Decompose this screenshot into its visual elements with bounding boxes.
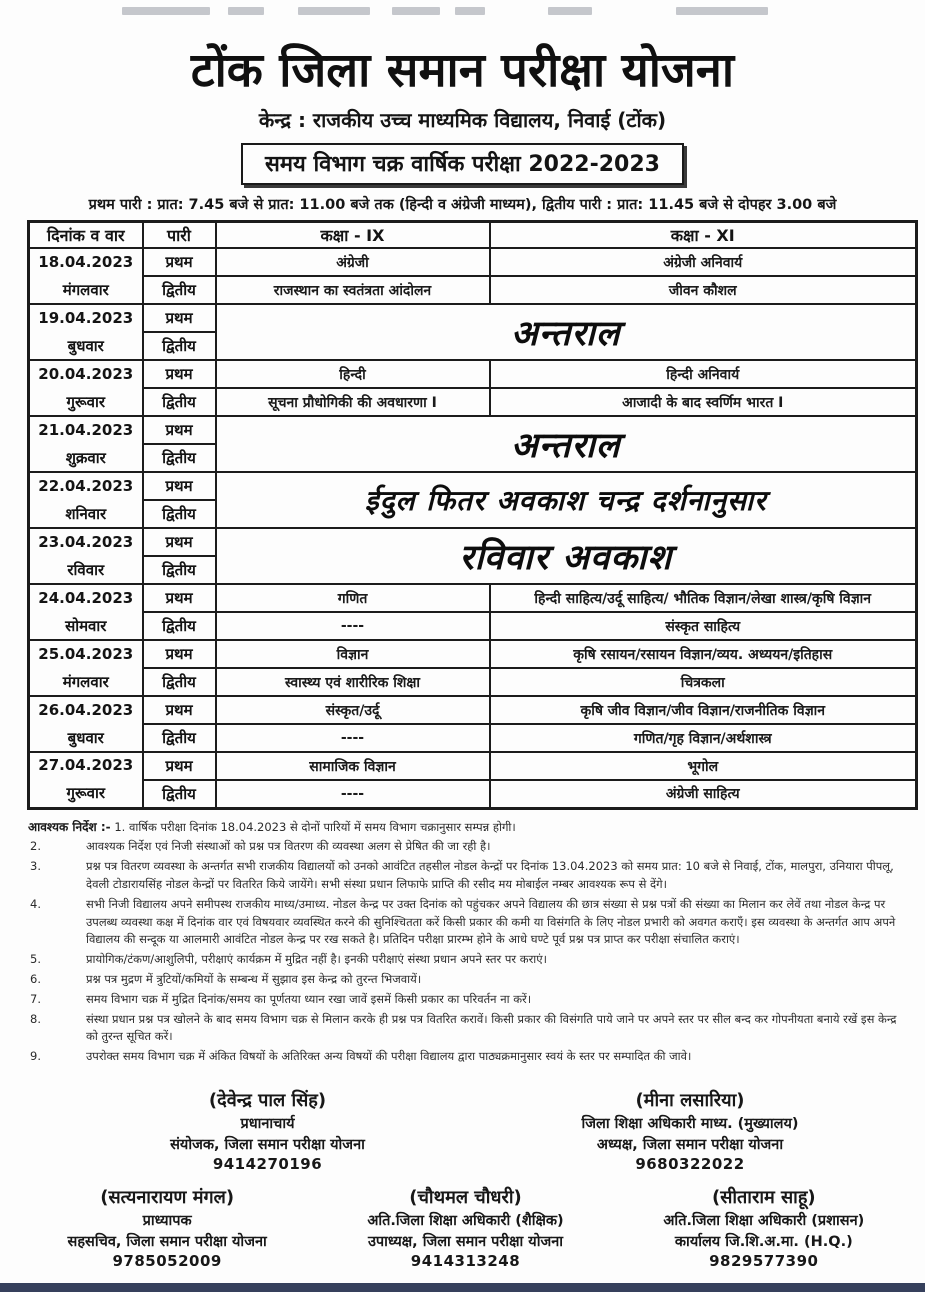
exam-timetable [27, 220, 918, 810]
timetable-row-first-shift [29, 472, 917, 500]
subject-xi-second: चित्रकला [490, 668, 917, 696]
subtitle-box-wrap [0, 143, 925, 185]
date-text: 21.04.2023 [38, 420, 134, 439]
signatory-phone: 9785052009 [112, 1252, 222, 1271]
shift-second-cell: द्वितीय [143, 556, 216, 584]
signatory-role: कार्यालय जि.शि.अ.मा. (H.Q.) [674, 1234, 853, 1251]
signatory-phone: 9414313248 [410, 1252, 521, 1271]
exam-table-body [29, 248, 917, 808]
shift-first-cell: प्रथम [143, 640, 216, 668]
signatory-designation: जिला शिक्षा अधिकारी माध्य. (मुख्यालय) [581, 1116, 799, 1133]
date-text: 26.04.2023 [38, 700, 134, 719]
timetable-row-first-shift [29, 360, 917, 388]
signatory-name: (सत्यनारायण मंगल) [100, 1187, 235, 1209]
date-cell [29, 640, 143, 696]
shift-timing-line: प्रथम पारी : प्रात: 7.45 बजे से प्रात: 11.00 बजे तक (हिन्दी व अंग्रेजी माध्यम), द्वितीय पारी : प्रात: 11.45 बजे से दोपहर 3.00 बजे [88, 197, 837, 214]
note-text: सभी निजी विद्यालय अपने समीपस्थ राजकीय माध्य/उमाध्य. नोडल केन्द्र पर उक्त दिनांक को पहुंचकर अपने विद्यालय की छात्र संख्या से प्रश्न पत्रों की संख्या का मिलान कर लेवें तथा नोडल केन्द्र पर उपलब्ध व्यवस्था कक्ष में दिनांक वार एवं विषयवार व्यवस्थित करने की सुनिश्चितता करें किसी प्रकार की कमी या विसंगति के लिए नोडल प्रभारी को अवगत कराएँ। इस व्यवस्था के अन्तर्गत आप अपने विद्यालय की सन्दूक या आलमारी आवंटित नोडल केन्द्र पर रख सकते है। प्रतिदिन परीक्षा प्रारम्भ होने के आधे घण्टे पूर्व प्रश्न पत्र प्राप्त कर परीक्षा संचालित कराएं। [86, 896, 896, 947]
subject-xi-first: हिन्दी अनिवार्य [490, 360, 917, 388]
timetable-row-first-shift [29, 416, 917, 444]
signatory-phone: 9680322022 [635, 1155, 745, 1174]
day-text: गुरूवार [66, 392, 105, 411]
subject-ix-first: संस्कृत/उर्दू [216, 696, 490, 724]
header-date-day: दिनांक व वार [29, 222, 143, 249]
subject-ix-first: गणित [216, 584, 490, 612]
signature-block [18, 1185, 316, 1270]
day-text: शनिवार [65, 504, 107, 523]
signatory-role: उपाध्यक्ष, जिला समान परीक्षा योजना [367, 1234, 564, 1251]
note-text: प्रायोगिक/टंकण/आशुलिपी, परीक्षाएं कार्यक्रम में मुद्रित नहीं है। इनकी परीक्षाएं संस्था प्रधान अपने स्तर पर कराएं। [86, 952, 548, 967]
subject-xi-second: जीवन कौशल [490, 276, 917, 304]
shift-second-cell: द्वितीय [143, 612, 216, 640]
date-cell [29, 248, 143, 304]
holiday-merged-cell: ईदुल फितर अवकाश चन्द्र दर्शनानुसार [216, 472, 917, 528]
date-cell [29, 752, 143, 808]
shift-second-cell: द्वितीय [143, 668, 216, 696]
date-cell [29, 360, 143, 416]
shift-second-cell: द्वितीय [143, 724, 216, 752]
date-text: 24.04.2023 [38, 588, 134, 607]
note-item-5 [28, 951, 907, 969]
subject-ix-first: सामाजिक विज्ञान [216, 752, 490, 780]
day-text: बुधवार [67, 336, 104, 355]
subject-ix-second: ---- [216, 780, 490, 808]
holiday-merged-cell: अन्तराल [216, 304, 917, 360]
holiday-merged-cell: अन्तराल [216, 416, 917, 472]
note-number: 9. [30, 1049, 41, 1064]
header-shift: पारी [143, 222, 216, 249]
note-number: 2. [30, 839, 41, 854]
exam-center-line: केन्द्र : राजकीय उच्च माध्यमिक विद्यालय, निवाई (टोंक) [258, 108, 667, 133]
note-text: प्रश्न पत्र मुद्रण में त्रुटियों/कमियों के सम्बन्ध में सुझाव इस केन्द्र को तुरन्त भिजवायें। [86, 972, 422, 987]
timetable-row-first-shift [29, 640, 917, 668]
subject-ix-first: हिन्दी [216, 360, 490, 388]
signatory-role: अध्यक्ष, जिला समान परीक्षा योजना [596, 1137, 784, 1154]
date-text: 25.04.2023 [38, 644, 134, 663]
date-text: 27.04.2023 [38, 756, 134, 775]
timetable-row-second-shift [29, 780, 917, 808]
shift-first-cell: प्रथम [143, 304, 216, 332]
note-number: 8. [30, 1011, 41, 1026]
subject-ix-second: सूचना प्रौधोगिकी की अवधारणा I [216, 388, 490, 416]
signatory-phone: 9829577390 [709, 1252, 819, 1271]
subject-ix-second: ---- [216, 724, 490, 752]
signature-block [615, 1185, 913, 1270]
shift-first-cell: प्रथम [143, 528, 216, 556]
note-text: आवश्यक निर्देश एवं निजी संस्थाओं को प्रश्न पत्र वितरण की व्यवस्था अलग से प्रेषित की जा रही है। [86, 839, 491, 854]
day-text: सोमवार [65, 616, 107, 635]
day-text: गुरूवार [66, 784, 105, 803]
signatory-name: (चौथमल चौधरी) [409, 1187, 522, 1209]
shift-first-cell: प्रथम [143, 584, 216, 612]
timetable-row-second-shift [29, 612, 917, 640]
subject-ix-first: विज्ञान [216, 640, 490, 668]
signature-row-2 [0, 1185, 925, 1270]
day-text: शुक्रवार [65, 448, 106, 467]
signatory-name: (सीताराम साहू) [711, 1187, 816, 1209]
signature-row-1 [0, 1088, 925, 1173]
shift-first-cell: प्रथम [143, 696, 216, 724]
note-text: संस्था प्रधान प्रश्न पत्र खोलने के बाद समय विभाग चक्र से मिलान करके ही प्रश्न पत्र वितरित करावें। किसी प्रकार की विसंगति पाये जाने पर अपने स्तर पर सील बन्द कर गोपनीयता बनाये रखें इस केन्द्र को तुरन्त सूचित करें। [86, 1011, 897, 1044]
day-text: बुधवार [67, 728, 104, 747]
shift-second-cell: द्वितीय [143, 500, 216, 528]
shift-second-cell: द्वितीय [143, 780, 216, 808]
subject-ix-second: राजस्थान का स्वतंत्रता आंदोलन [216, 276, 490, 304]
signatory-name: (मीना लसारिया) [635, 1090, 745, 1112]
shift-first-cell: प्रथम [143, 248, 216, 276]
table-header-row [29, 222, 917, 249]
note-item-3 [28, 858, 907, 894]
note-item-4 [28, 896, 907, 949]
signatory-phone: 9414270196 [212, 1155, 323, 1174]
bottom-navigation-bar [0, 1283, 925, 1292]
shift-second-cell: द्वितीय [143, 276, 216, 304]
timetable-row-second-shift [29, 388, 917, 416]
shift-second-cell: द्वितीय [143, 444, 216, 472]
boxed-subtitle: समय विभाग चक्र वार्षिक परीक्षा 2022-2023 [241, 143, 684, 185]
note-item-8 [28, 1011, 907, 1047]
scan-artifact-strip [0, 7, 925, 17]
day-text: रविवार [67, 560, 105, 579]
timetable-row-first-shift [29, 752, 917, 780]
signatory-role: संयोजक, जिला समान परीक्षा योजना [170, 1137, 365, 1154]
timetable-row-second-shift [29, 668, 917, 696]
signatory-designation: अति.जिला शिक्षा अधिकारी (प्रशासन) [663, 1213, 865, 1230]
note-item-2 [28, 838, 907, 856]
date-text: 23.04.2023 [38, 532, 134, 551]
day-text: मंगलवार [62, 280, 109, 299]
note-number: 5. [30, 952, 41, 967]
day-text: मंगलवार [62, 672, 109, 691]
shift-second-cell: द्वितीय [143, 388, 216, 416]
timetable-row-second-shift [29, 276, 917, 304]
shift-first-cell: प्रथम [143, 416, 216, 444]
signatory-designation: प्रधानाचार्य [240, 1116, 295, 1133]
note-number: 6. [30, 972, 41, 987]
shift-first-cell: प्रथम [143, 752, 216, 780]
signatory-role: सहसचिव, जिला समान परीक्षा योजना [67, 1234, 267, 1251]
subject-xi-second: अंग्रेजी साहित्य [490, 780, 917, 808]
signatory-designation: अति.जिला शिक्षा अधिकारी (शैक्षिक) [367, 1213, 564, 1230]
timetable-row-first-shift [29, 248, 917, 276]
notes-heading: आवश्यक निर्देश :- [28, 819, 111, 834]
shift-first-cell: प्रथम [143, 360, 216, 388]
note-1-number: 1. [114, 819, 129, 834]
timetable-row-first-shift [29, 696, 917, 724]
note-text: उपरोक्त समय विभाग चक्र में अंकित विषयों के अतिरिक्त अन्य विषयों की परीक्षा विद्यालय द्वारा पाठ्यक्रमानुसार स्वयं के स्तर पर सम्पादित की जावे। [86, 1049, 692, 1064]
date-cell [29, 528, 143, 584]
note-item-6 [28, 971, 907, 989]
date-cell [29, 472, 143, 528]
note-text: समय विभाग चक्र में मुद्रित दिनांक/समय का पूर्णतया ध्यान रखा जावें इसमें किसी प्रकार का परिवर्तन ना करें। [86, 991, 532, 1006]
note-number: 7. [30, 991, 41, 1006]
note-item-9 [28, 1048, 907, 1066]
note-1-text: वार्षिक परीक्षा दिनांक 18.04.2023 से दोनों पारियों में समय विभाग चक्रानुसार सम्पन्न होगी। [128, 819, 516, 834]
page-title: टोंक जिला समान परीक्षा योजना [190, 43, 735, 98]
notes-list [28, 838, 907, 1066]
note-number: 4. [30, 896, 41, 911]
subject-xi-first: कृषि रसायन/रसायन विज्ञान/व्यय. अध्ययन/इतिहास [490, 640, 917, 668]
date-cell [29, 416, 143, 472]
subject-xi-second: संस्कृत साहित्य [490, 612, 917, 640]
timetable-row-second-shift [29, 724, 917, 752]
notes-section [28, 818, 907, 1067]
signatory-name: (देवेन्द्र पाल सिंह) [208, 1090, 327, 1112]
date-text: 18.04.2023 [38, 252, 134, 271]
signature-block [316, 1185, 614, 1270]
note-text: प्रश्न पत्र वितरण व्यवस्था के अन्तर्गत सभी राजकीय विद्यालयों को उनको आवंटित तहसील नोडल केन्द्रों पर दिनांक 13.04.2023 को समय प्रात: 10 बजे से निवाई, टोंक, मालपुरा, उनियारा पीपलू, देवली टोडारायसिंह नोडल केन्द्रों पर वितरित किये जायेंगे। सभी संस्था प्रधान लिफाफे प्राप्ति की रसीद मय मोबाईल नम्बर आवश्यक रूप से देंगे। [86, 859, 894, 891]
subject-xi-second: आजादी के बाद स्वर्णिम भारत I [490, 388, 917, 416]
date-text: 22.04.2023 [38, 476, 134, 495]
date-cell [29, 584, 143, 640]
subject-xi-first: कृषि जीव विज्ञान/जीव विज्ञान/राजनीतिक विज्ञान [490, 696, 917, 724]
subject-xi-first: अंग्रेजी अनिवार्य [490, 248, 917, 276]
header-class-ix: कक्षा - IX [216, 222, 490, 249]
note-number: 3. [30, 859, 41, 874]
subject-xi-first: हिन्दी साहित्य/उर्दू साहित्य/ भौतिक विज्ञान/लेखा शास्त्र/कृषि विज्ञान [490, 584, 917, 612]
timetable-row-first-shift [29, 584, 917, 612]
date-cell [29, 696, 143, 752]
header-class-xi: कक्षा - XI [490, 222, 917, 249]
date-cell [29, 304, 143, 360]
shift-first-cell: प्रथम [143, 472, 216, 500]
signature-block [70, 1088, 465, 1173]
date-text: 20.04.2023 [38, 364, 134, 383]
timetable-row-first-shift [29, 304, 917, 332]
subject-ix-second: ---- [216, 612, 490, 640]
signature-block [485, 1088, 895, 1173]
subject-xi-first: भूगोल [490, 752, 917, 780]
note-item-7 [28, 991, 907, 1009]
shift-second-cell: द्वितीय [143, 332, 216, 360]
date-text: 19.04.2023 [38, 308, 134, 327]
holiday-merged-cell: रविवार अवकाश [216, 528, 917, 584]
signatory-designation: प्राध्यापक [142, 1213, 192, 1230]
subject-xi-second: गणित/गृह विज्ञान/अर्थशास्त्र [490, 724, 917, 752]
subject-ix-first: अंग्रेजी [216, 248, 490, 276]
subject-ix-second: स्वास्थ्य एवं शारीरिक शिक्षा [216, 668, 490, 696]
timetable-row-first-shift [29, 528, 917, 556]
note-item-1 [28, 818, 907, 837]
